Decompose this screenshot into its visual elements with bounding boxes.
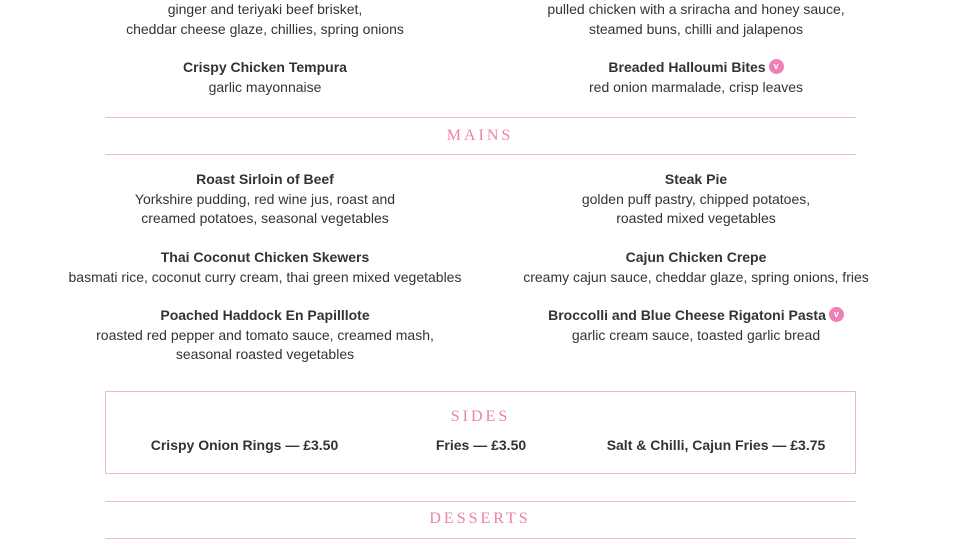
item-description: garlic cream sauce, toasted garlic bread [571,326,821,343]
item-description: ginger and teriyaki beef brisket, [167,1,363,17]
vegetarian-badge-icon: v [769,59,784,74]
item-description: seasonal roasted vegetables [175,346,355,362]
menu-item [60,0,470,39]
item-description: garlic mayonnaise [208,78,322,95]
divider [105,117,856,118]
section-title-desserts: DESSERTS [429,510,531,527]
item-name [490,306,902,326]
item-name-text: Broccolli and Blue Cheese Rigatoni Pasta [548,307,826,323]
item-description: red onion marmalade, crisp leaves [589,78,803,95]
item-description: creamed potatoes, seasonal vegetables [141,210,389,226]
item-description: steamed buns, chilli and jalapenos [588,20,804,37]
menu-item [490,0,902,39]
divider [105,154,856,155]
menu-item [60,58,470,97]
menu-item [60,306,470,365]
item-name: Steak Pie [664,171,728,187]
menu-item [490,170,902,229]
item-name: Crispy Chicken Tempura [183,59,347,75]
section-title-mains: MAINS [446,127,514,144]
item-description: cheddar cheese glaze, chillies, spring onions [126,20,404,37]
item-name: Thai Coconut Chicken Skewers [160,249,370,265]
menu-item [60,248,470,287]
divider [105,501,856,502]
item-name-text: Breaded Halloumi Bites [608,59,766,75]
menu-item [60,170,470,229]
item-description: pulled chicken with a sriracha and honey sauce, [547,1,845,17]
item-description: basmati rice, coconut curry cream, thai green mixed vegetables [68,268,462,285]
item-name: Poached Haddock En Papilllote [160,307,370,323]
vegetarian-badge-icon: v [829,307,844,322]
item-description: Yorkshire pudding, red wine jus, roast and [134,190,396,207]
side-item: Fries — £3.50 [435,437,527,453]
menu-item [490,306,902,345]
item-name: Roast Sirloin of Beef [196,171,334,187]
menu-item [490,248,902,287]
item-description: roasted mixed vegetables [616,210,776,226]
divider [105,538,856,539]
menu-item [490,58,902,97]
side-item: Crispy Onion Rings — £3.50 [150,437,339,453]
item-name: Cajun Chicken Crepe [625,249,767,265]
section-title-sides: SIDES [450,408,511,425]
item-name [490,58,902,78]
item-description: creamy cajun sauce, cheddar glaze, spring onions, fries [523,268,869,285]
item-description: roasted red pepper and tomato sauce, creamed mash, [96,326,434,343]
sides-box [105,391,856,474]
item-description: golden puff pastry, chipped potatoes, [581,190,811,207]
side-item: Salt & Chilli, Cajun Fries — £3.75 [606,437,826,453]
